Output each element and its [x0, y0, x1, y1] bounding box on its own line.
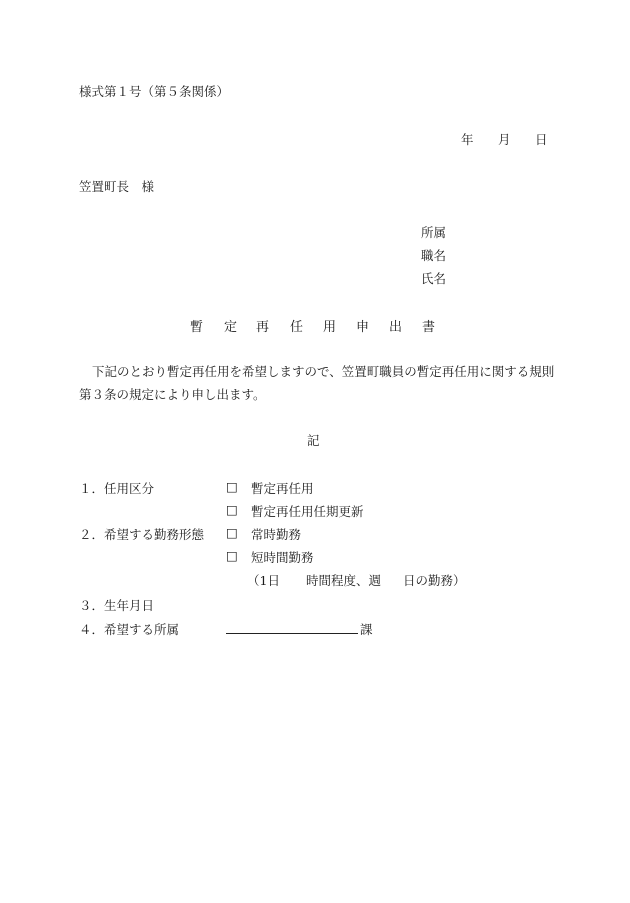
- title-char: 再: [256, 320, 270, 335]
- title-char: 申: [356, 320, 370, 335]
- item2-note-b: 時間程度、週: [306, 573, 382, 588]
- item2-option-part-time: 短時間勤務: [251, 550, 314, 565]
- item4-label: ４．希望する所属: [79, 622, 180, 637]
- applicant-job-title-label: 職名: [421, 248, 447, 263]
- title-char: 用: [323, 320, 337, 335]
- item1-option-term-renewal: 暫定再任用任期更新: [251, 504, 364, 519]
- addressee: 笠置町長 様: [79, 179, 155, 194]
- item2-note-c: 日の勤務）: [403, 573, 466, 588]
- body-paragraph-line2: 第３条の規定により申し出ます。: [79, 387, 266, 402]
- title-char: 書: [422, 320, 436, 335]
- department-input-line[interactable]: [226, 633, 358, 634]
- checkbox-icon[interactable]: □: [226, 502, 238, 517]
- body-paragraph-line1: 下記のとおり暫定再任用を希望しますので、笠置町職員の暫定再任用に関する規則: [92, 364, 555, 379]
- item2-note-a: （1日: [247, 573, 280, 588]
- ki-heading: 記: [307, 433, 320, 448]
- date-year-label: 年: [461, 132, 474, 147]
- item2-label: ２．希望する勤務形態: [79, 527, 205, 542]
- applicant-name-label: 氏名: [421, 271, 447, 286]
- title-char: 定: [224, 320, 238, 335]
- item4-suffix: 課: [360, 622, 373, 637]
- checkbox-icon[interactable]: □: [226, 525, 238, 540]
- title-char: 出: [389, 320, 403, 335]
- checkbox-icon[interactable]: □: [226, 479, 238, 494]
- applicant-affiliation-label: 所属: [421, 225, 447, 240]
- item3-label: ３．生年月日: [79, 598, 155, 613]
- item1-label: １．任用区分: [79, 481, 155, 496]
- checkbox-icon[interactable]: □: [226, 548, 238, 563]
- date-month-label: 月: [498, 132, 511, 147]
- form-number: 様式第１号（第５条関係）: [79, 84, 230, 99]
- date-day-label: 日: [535, 132, 548, 147]
- item1-option-provisional-reappointment: 暫定再任用: [251, 481, 314, 496]
- title-char: 任: [290, 320, 304, 335]
- title-char: 暫: [190, 320, 204, 335]
- item2-option-full-time: 常時勤務: [251, 527, 302, 542]
